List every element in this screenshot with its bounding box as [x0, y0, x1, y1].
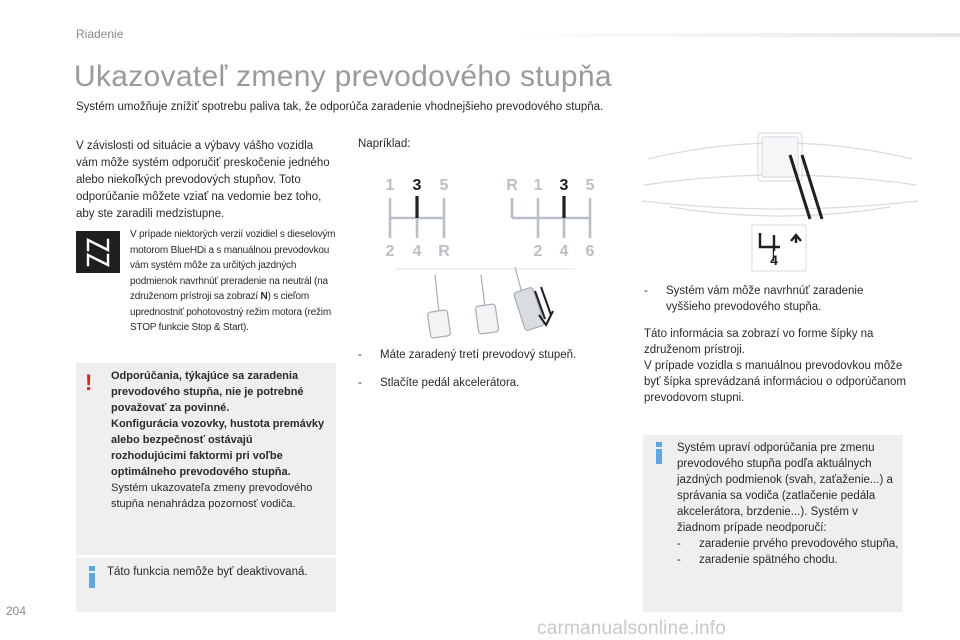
- warning-exclamation-icon: !: [85, 370, 93, 395]
- info-i-icon: [654, 442, 664, 464]
- example-label: Napríklad:: [358, 138, 411, 150]
- gear6-label: R: [506, 177, 518, 194]
- list-item: - zaradenie spätného chodu.: [677, 552, 902, 568]
- gearbox-diagrams: [370, 170, 610, 266]
- example-steps: [358, 347, 628, 403]
- info-text: Táto funkcia nemôže byť deaktivovaná.: [107, 566, 308, 578]
- warning-normal: Systém ukazovateľa zmeny prevodového stupňa nenahrádza pozornosť vodiča.: [111, 482, 313, 510]
- gear6-label: 3: [559, 177, 569, 194]
- not-recommended-list: [677, 536, 902, 568]
- neutral-n-icon: [76, 231, 120, 273]
- pedals-illustration: [395, 255, 575, 347]
- info-paragraph: Táto informácia sa zobrazí vo forme šípky na združenom prístroji.: [644, 328, 874, 356]
- list-item: - zaradenie prvého prevodového stupňa,: [677, 536, 902, 552]
- neutral-letter: N: [260, 291, 268, 302]
- gear6-label: 4: [559, 243, 569, 260]
- warning-bold: Konfigurácia vozovky, hustota premávky alebo bezpečnosť ostávajú rozhodujúcimi faktormi pri voľbe optimálneho prevodového stupňa.: [111, 418, 325, 478]
- list-item: - Máte zaradený tretí prevodový stupeň.: [358, 347, 628, 363]
- page-title: Ukazovateľ zmeny prevodového stupňa: [74, 60, 612, 93]
- gear5-label: 2: [385, 243, 395, 260]
- watermark: carmanualsonline.info: [537, 618, 727, 639]
- list-item: - Systém vám môže navrhnúť zaradenie vyššieho prevodového stupňa.: [644, 283, 904, 315]
- info-i-icon: [87, 566, 97, 588]
- recommended-gear: 4: [770, 252, 778, 268]
- section-label: Riadenie: [76, 27, 124, 41]
- right-info: [644, 326, 909, 406]
- warning-bold: Odporúčania, týkajúce sa zaradenia prevodového stupňa, nie je potrebné považovať za povinné.: [111, 370, 304, 414]
- skip-gears-paragraph: V závislosti od situácie a výbavy vášho vozidla vám môže systém odporučiť preskočenie jedného alebo niekoľkých prevodových stupňov. Toto odporúčanie môžete vziať na vedomie bez toho, aby ste zaradili medzistupne.: [76, 140, 330, 220]
- warning-text: [111, 368, 329, 512]
- list-item: - Stlačíte pedál akcelerátora.: [358, 375, 628, 391]
- gear6-label: 5: [585, 177, 595, 194]
- neutral-note: V prípade niektorých verzií vozidiel s dieselovým motorom BlueHDi a s manuálnou prevodovkou vám systém môže za určitých jazdných podmienok navrhnúť preradenie na neutrál (na združenom prístroji sa zobrazí N) s cieľom uprednostniť pohotovostný režim motora (režim STOP funkcie Stop & Start).: [130, 229, 336, 333]
- gear5-label: R: [438, 243, 450, 260]
- info-text: Systém upraví odporúčania pre zmenu prevodového stupňa podľa aktuálnych jazdných podmienok (svah, zaťaženie...) a správania sa vodiča (zatlačenie pedála akcelerátora, brzdenie...). Systém v žiadnom prípade neodporučí: - zaradenie prvého prevodového stupňa, - zaradenie spätného chodu.: [677, 440, 902, 568]
- gear6-label: 1: [533, 177, 543, 194]
- gear5-label: 3: [412, 177, 422, 194]
- gear6-label: 2: [533, 243, 543, 260]
- gear5-label: 4: [412, 243, 422, 260]
- dashboard-illustration: [640, 115, 920, 285]
- gear6-label: 6: [585, 243, 595, 260]
- info-paragraph: V prípade vozidla s manuálnou prevodovkou môže byť šípka sprevádzaná informáciou o odporúčanom prevodovom stupni.: [644, 360, 906, 404]
- right-list: [644, 283, 904, 315]
- intro-paragraph: Systém umožňuje znížiť spotrebu paliva tak, že odporúča zaradenie vhodnejšieho prevodového stupňa.: [76, 101, 604, 113]
- gear5-label: 1: [385, 177, 395, 194]
- gear5-label: 5: [439, 177, 449, 194]
- header-divider: [490, 33, 960, 37]
- page-number: 204: [6, 604, 27, 618]
